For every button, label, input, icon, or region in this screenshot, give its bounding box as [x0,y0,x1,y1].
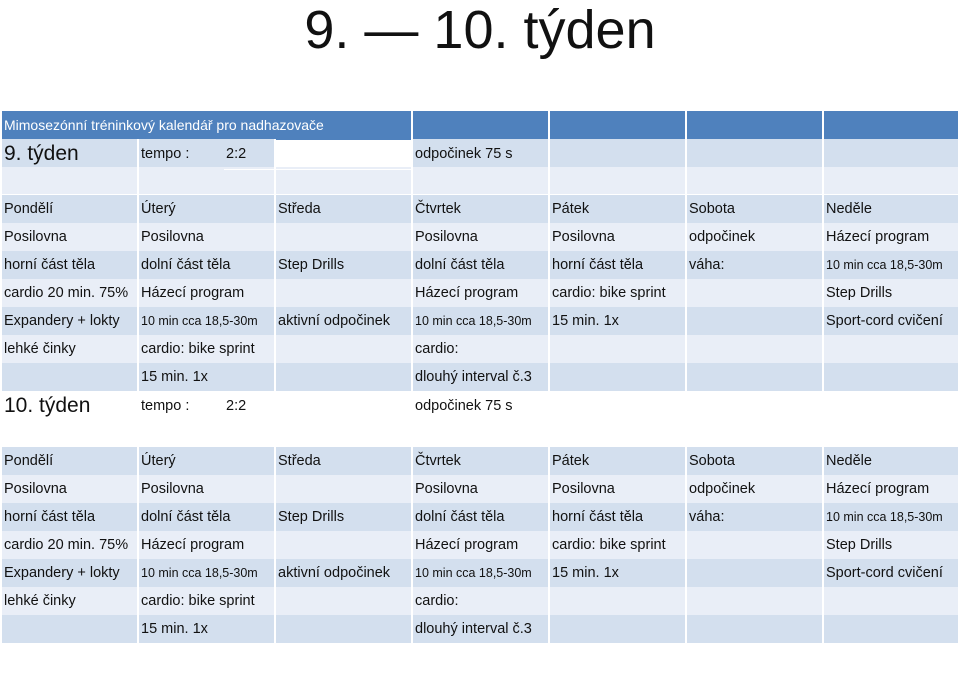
table-cell [687,615,824,644]
table-row [2,251,960,279]
table-cell [276,335,413,364]
table-row [2,531,960,559]
table-cell: dlouhý interval č.3 [413,363,550,392]
header-cell-text [2,111,413,141]
table-cell: 10 min cca 18,5-30m [413,307,550,336]
table-cell [2,615,139,644]
empty-cell [550,167,687,195]
empty-cell [824,139,960,170]
table-cell: dolní část těla [139,503,276,532]
table-cell: cardio: bike sprint [139,335,276,364]
calendar-header-text: Mimosezónní tréninkový kalendář pro nadhazovače [4,117,324,133]
day-header-row [2,447,960,475]
table-cell: Házecí program [824,475,960,504]
table-cell: 10 min cca 18,5-30m [139,307,276,336]
table-cell: aktivní odpočinek [276,307,413,336]
day-header: Pátek [550,195,687,224]
day-header: Pondělí [2,195,139,224]
empty-cell [413,167,550,195]
day-header-row [2,195,960,223]
table-cell [276,615,413,644]
table-cell: 15 min. 1x [139,615,276,644]
table-row [2,587,960,615]
table-cell [276,475,413,504]
header-cell [824,111,960,141]
table-cell: cardio: bike sprint [550,279,687,308]
table-cell: 15 min. 1x [550,307,687,336]
table-cell [687,335,824,364]
spacer-row [2,419,960,447]
table-cell: cardio 20 min. 75% [2,279,139,308]
table-cell: cardio: bike sprint [139,587,276,616]
table-cell [276,223,413,252]
empty-cell [824,419,960,447]
day-header: Čtvrtek [413,195,550,224]
table-cell [550,615,687,644]
empty-cell [687,419,824,447]
table-cell: Step Drills [824,279,960,308]
empty-cell [550,419,687,447]
table-cell [550,363,687,392]
table-cell: Step Drills [824,531,960,560]
empty-cell [2,167,139,195]
empty-cell [276,419,413,447]
table-cell [824,335,960,364]
table-cell [824,363,960,392]
empty-cell [824,391,960,422]
header-cell [687,111,824,141]
week-label: 9. týden [2,139,139,170]
week-title-row [2,139,960,167]
table-cell: aktivní odpočinek [276,559,413,588]
table-cell: odpočinek [687,475,824,504]
table-cell: 15 min. 1x [139,363,276,392]
table-row [2,615,960,643]
table-cell: cardio: [413,335,550,364]
empty-cell [139,167,276,195]
table-cell: 10 min cca 18,5-30m [824,503,960,532]
table-cell: Házecí program [824,223,960,252]
day-header: Středa [276,447,413,476]
table-cell: horní část těla [2,251,139,280]
table-row [2,307,960,335]
table-cell: Posilovna [139,475,276,504]
empty-cell [687,167,824,195]
table-row [2,475,960,503]
table-cell: Házecí program [139,279,276,308]
table-cell: horní část těla [2,503,139,532]
table-cell: Házecí program [139,531,276,560]
table-cell: Step Drills [276,503,413,532]
tempo-value: 2:2 [224,391,413,422]
table-cell [550,587,687,616]
table-cell: Posilovna [550,223,687,252]
empty-cell [550,139,687,170]
table-cell: dlouhý interval č.3 [413,615,550,644]
rest-time: odpočinek 75 s [413,391,550,422]
table-cell [687,559,824,588]
day-header: Neděle [824,195,960,224]
table-cell: cardio: [413,587,550,616]
day-header: Sobota [687,447,824,476]
table-cell: dolní část těla [139,251,276,280]
table-cell: Sport-cord cvičení [824,307,960,336]
week-label: 10. týden [2,391,139,422]
tempo-label: tempo : [139,391,276,422]
table-cell [687,307,824,336]
day-header: Úterý [139,447,276,476]
empty-cell [2,419,139,447]
table-cell: Expandery + lokty [2,307,139,336]
table-cell [276,531,413,560]
table-cell: Posilovna [139,223,276,252]
table-cell: Posilovna [550,475,687,504]
table-cell [550,335,687,364]
table-cell: Posilovna [413,223,550,252]
table-cell: lehké činky [2,587,139,616]
table-cell: cardio: bike sprint [550,531,687,560]
table-cell [687,279,824,308]
spacer-row [2,167,960,195]
table-cell: odpočinek [687,223,824,252]
table-cell: váha: [687,251,824,280]
table-row [2,559,960,587]
table-cell [276,363,413,392]
table-header-row [2,111,960,139]
table-cell: Step Drills [276,251,413,280]
table-row [2,503,960,531]
table-cell [687,587,824,616]
rest-time: odpočinek 75 s [413,139,550,170]
header-cell [550,111,687,141]
table-cell [276,587,413,616]
day-header: Úterý [139,195,276,224]
empty-cell [687,391,824,422]
day-header: Pondělí [2,447,139,476]
table-cell: 10 min cca 18,5-30m [139,559,276,588]
tempo-label: tempo : [139,139,276,170]
table-row [2,335,960,363]
empty-cell [687,139,824,170]
empty-cell [413,419,550,447]
table-cell [2,363,139,392]
table-cell: Posilovna [2,475,139,504]
table-cell [687,531,824,560]
table-cell [824,615,960,644]
table-cell [687,363,824,392]
day-header: Pátek [550,447,687,476]
header-cell [413,111,550,141]
table-cell [276,279,413,308]
table-row [2,363,960,391]
empty-cell [550,391,687,422]
table-cell: horní část těla [550,251,687,280]
day-header: Středa [276,195,413,224]
table-cell: Expandery + lokty [2,559,139,588]
weeks-container [2,139,960,643]
table-cell: Posilovna [2,223,139,252]
table-cell: horní část těla [550,503,687,532]
table-cell: váha: [687,503,824,532]
table-cell: Posilovna [413,475,550,504]
day-header: Neděle [824,447,960,476]
tempo-value: 2:2 [224,139,413,170]
table-cell: 15 min. 1x [550,559,687,588]
page-title: 9. — 10. týden [304,0,656,60]
week-title-row [2,391,960,419]
day-header: Sobota [687,195,824,224]
day-header: Čtvrtek [413,447,550,476]
table-row [2,223,960,251]
table-cell: Házecí program [413,531,550,560]
table-row [2,279,960,307]
empty-cell [824,167,960,195]
table-cell: dolní část těla [413,503,550,532]
table-cell: dolní část těla [413,251,550,280]
training-calendar-table [2,111,960,643]
table-cell: 10 min cca 18,5-30m [824,251,960,280]
table-cell: lehké činky [2,335,139,364]
table-cell: cardio 20 min. 75% [2,531,139,560]
table-cell: Sport-cord cvičení [824,559,960,588]
empty-cell [276,167,413,195]
empty-cell [139,419,276,447]
table-cell [824,587,960,616]
table-cell: Házecí program [413,279,550,308]
table-cell: 10 min cca 18,5-30m [413,559,550,588]
